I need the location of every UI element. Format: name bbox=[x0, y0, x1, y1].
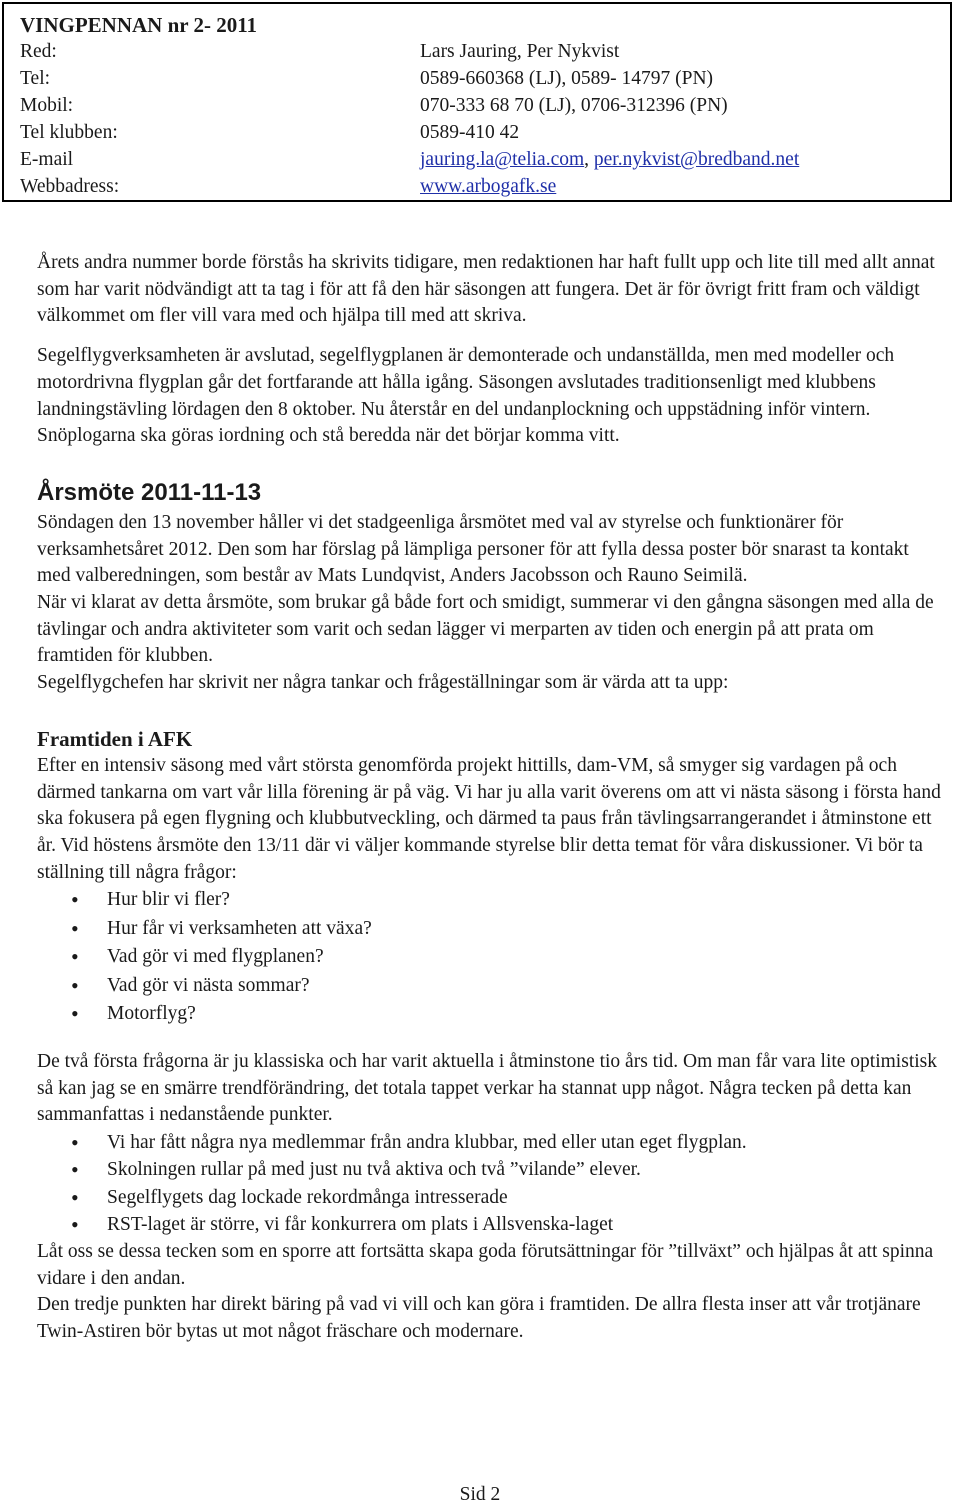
list-item: • Skolningen rullar på med just nu två aktiva och två ”vilande” elever. bbox=[37, 1156, 942, 1184]
masthead-title: VINGPENNAN nr 2- 2011 bbox=[20, 13, 258, 37]
list-item: • Segelflygets dag lockade rekordmånga intresserade bbox=[37, 1184, 942, 1212]
intro-paragraph: Segelflygverksamheten är avslutad, segelflygplanen är demonterade och undanställda, men med modeller och motordrivna flygplan går det fortfarande att hålla igång. Säsongen avslutades traditionsenligt med klubbens landningstävling lördagen den 8 oktober. Nu återstår en del undanplockning och uppstädning inför vintern. Snöplogarna ska göras iordning och stå beredda när det börjar komma vitt. bbox=[37, 345, 895, 447]
masthead-label: Webbadress: bbox=[20, 176, 120, 197]
arsmote-heading: Årsmöte 2011-11-13 bbox=[37, 478, 262, 506]
masthead-value: 0589-410 42 bbox=[420, 122, 520, 143]
masthead-label: E-mail bbox=[20, 149, 74, 170]
list-item: • Hur får vi verksamheten att växa? bbox=[37, 915, 942, 944]
masthead-row-club-phone bbox=[20, 119, 950, 146]
masthead-label: Tel: bbox=[20, 68, 51, 89]
list-item: • Hur blir vi fler? bbox=[37, 886, 942, 915]
list-item: • Vi har fått några nya medlemmar från andra klubbar, med eller utan eget flygplan. bbox=[37, 1129, 942, 1157]
masthead-label: Red: bbox=[20, 41, 57, 62]
masthead-value bbox=[420, 146, 799, 173]
masthead-row-email bbox=[20, 146, 950, 173]
arsmote-paragraph: När vi klarat av detta årsmöte, som brukar gå både fort och smidigt, summerar vi den gångna säsongen med alla de tävlingar och andra aktiviteter som varit och sedan lägger vi merparten av tiden och energin på att prata om framtiden för klubben. bbox=[37, 592, 934, 667]
email-link-jauring[interactable]: jauring.la@telia.com bbox=[420, 149, 585, 170]
masthead-label: Mobil: bbox=[20, 95, 74, 116]
article-body bbox=[37, 250, 942, 1346]
arsmote-paragraph: Söndagen den 13 november håller vi det stadgeenliga årsmötet med val av styrelse och funktionärer för verksamhetsåret 2012. Den som har förslag på lämpliga personer för att fylla dessa poster bör snarast ta kontakt med valberedningen, som består av Mats Lundqvist, Anders Jacobsson och Rauno Seimilä. bbox=[37, 511, 909, 587]
arsmote-paragraph: Segelflygchefen har skrivit ner några tankar och frågeställningar som är värda att ta upp: bbox=[37, 672, 729, 694]
list-item: • Vad gör vi med flygplanen? bbox=[37, 943, 942, 972]
masthead-row-mobile bbox=[20, 92, 950, 119]
framtiden-paragraph: De två första frågorna är ju klassiska och har varit aktuella i åtminstone tio års tid. Om man får vara lite optimistisk så kan jag se en smärre trendförändring, det totala tappet verkar ha stannat upp något. Några tecken på detta kan sammanfattas i nedanstående punkter. bbox=[37, 1050, 937, 1126]
framtiden-paragraph: Efter en intensiv säsong med vårt största genomförda projekt hittills, dam-VM, så smyger sig vardagen på och därmed tankarna om vart vår lilla förening är på väg. Vi har ju alla varit överens om att vi nästa säsong i första hand ska fokusera på egen flygning och klubbutveckling, och därmed ta paus från tävlingsarrangerandet i åtminstone ett år. Vid höstens årsmöte den 13/11 där vi väljer kommande styrelse blir detta temat för våra diskussioner. Vi bör ta ställning till några frågor: bbox=[37, 754, 941, 883]
framtiden-heading: Framtiden i AFK bbox=[37, 726, 193, 751]
masthead-label: Tel klubben: bbox=[20, 122, 118, 143]
masthead-value: 070-333 68 70 (LJ), 0706-312396 (PN) bbox=[420, 95, 728, 116]
list-item: • Motorflyg? bbox=[37, 1000, 942, 1029]
email-separator: , bbox=[584, 149, 594, 170]
list-item: • RST-laget är större, vi får konkurrera om plats i Allsvenska-laget bbox=[37, 1211, 942, 1239]
question-list bbox=[37, 886, 942, 1029]
website-link[interactable]: www.arbogafk.se bbox=[420, 176, 557, 197]
list-item: • Vad gör vi nästa sommar? bbox=[37, 972, 942, 1001]
masthead-row-editors bbox=[20, 38, 950, 65]
masthead-box bbox=[2, 2, 952, 202]
intro-paragraph: Årets andra nummer borde förstås ha skrivits tidigare, men redaktionen har haft fullt upp och lite till med allt annat som har varit nödvändigt att ta tag i för att få den här säsongen att fungera. Det är för övrigt fritt fram och väldigt välkommet om fler vill vara med och hjälpa till med att skriva. bbox=[37, 252, 935, 327]
page-number: Sid 2 bbox=[459, 1484, 501, 1505]
signs-list bbox=[37, 1129, 942, 1239]
masthead-row-website bbox=[20, 173, 950, 200]
masthead-value bbox=[420, 173, 556, 200]
framtiden-paragraph: Låt oss se dessa tecken som en sporre att fortsätta skapa goda förutsättningar för ”tillväxt” och hjälpas åt att spinna vidare i den andan. bbox=[37, 1240, 934, 1289]
masthead-row-phone bbox=[20, 65, 950, 92]
email-link-nykvist[interactable]: per.nykvist@bredband.net bbox=[593, 149, 800, 170]
masthead-value: Lars Jauring, Per Nykvist bbox=[420, 41, 620, 62]
masthead-value: 0589-660368 (LJ), 0589- 14797 (PN) bbox=[420, 68, 714, 89]
framtiden-paragraph: Den tredje punkten har direkt bäring på vad vi vill och kan göra i framtiden. De allra flesta inser att vår trotjänare Twin-Astiren bör bytas ut mot något fräschare och modernare. bbox=[37, 1294, 921, 1343]
